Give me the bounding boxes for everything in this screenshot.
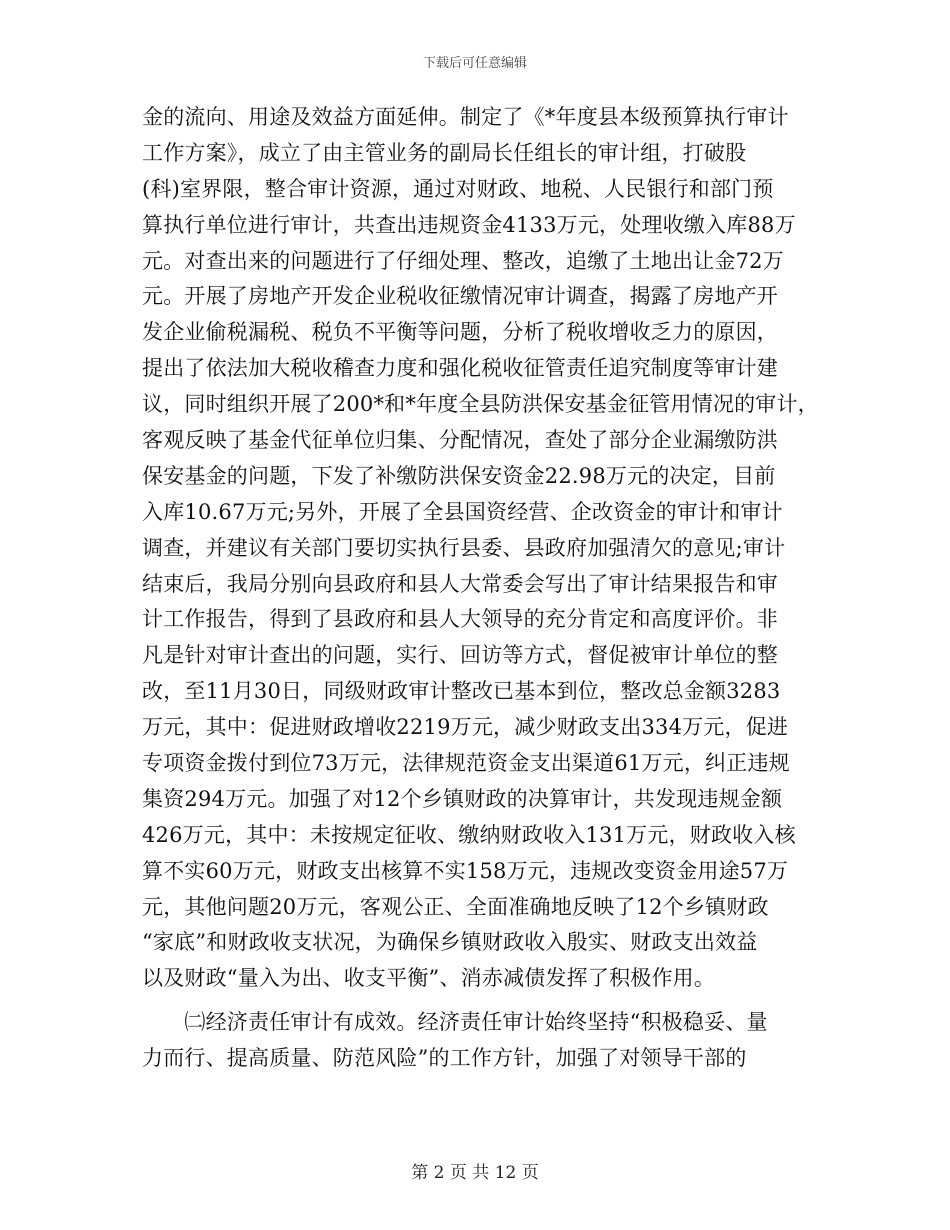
text-line: 发企业偷税漏税、税负不平衡等问题，分析了税收增收乏力的原因， — [142, 320, 778, 345]
text-line: 算执行单位进行审计，共查出违规资金4133万元，处理收缴入库88万 — [142, 212, 796, 237]
text-line: 元。开展了房地产开发企业税收征缴情况审计调查，揭露了房地产开 — [142, 284, 778, 309]
page-header: 下载后可任意编辑 — [422, 56, 527, 71]
text-line: 计工作报告，得到了县政府和县人大领导的充分肯定和高度评价。非 — [142, 607, 778, 632]
text-line: 结束后，我局分别向县政府和县人大常委会写出了审计结果报告和审 — [142, 571, 778, 596]
text-line: 元。对查出来的问题进行了仔细处理、整改，追缴了土地出让金72万 — [142, 248, 784, 273]
text-line: 金的流向、用途及效益方面延伸。制定了《*年度县本级预算执行审计 — [142, 105, 789, 129]
text-line: 力而行、提高质量、防范风险”的工作方针，加强了对领导干部的 — [142, 1046, 747, 1071]
paragraph-spacing — [142, 997, 822, 1005]
page-number: 第 2 页 共 12 页 — [411, 1163, 539, 1183]
paragraph-1 — [142, 100, 822, 997]
text-line: 保安基金的问题，下发了补缴防洪保安资金22.98万元的决定，目前 — [142, 463, 776, 488]
text-line: 调查，并建议有关部门要切实执行县委、县政府加强清欠的意见;审计 — [142, 535, 786, 560]
text-line: 工作方案》，成立了由主管业务的副局长任组长的审计组，打破股 — [142, 140, 747, 165]
paragraph-2 — [142, 1005, 822, 1077]
text-line: 凡是针对审计查出的问题，实行、回访等方式，督促被审计单位的整 — [142, 643, 778, 668]
text-line: “家底”和财政收支状况，为确保乡镇财政收入殷实、财政支出效益 — [142, 930, 758, 955]
text-line: 算不实60万元，财政支出核算不实158万元，违规改变资金用途57万 — [142, 858, 789, 883]
document-body — [142, 100, 822, 1077]
text-line: 元，其他问题20万元，客观公正、全面准确地反映了12个乡镇财政 — [142, 894, 769, 919]
text-line: 426万元，其中：未按规定征收、缴纳财政收入131万元，财政收入核 — [142, 822, 796, 847]
text-line: 改，至11月30日，同级财政审计整改已基本到位，整改总金额3283 — [142, 679, 781, 704]
text-line: 专项资金拨付到位73万元，法律规范资金支出渠道61万元，纠正违规 — [142, 751, 790, 776]
text-line: ㈡经济责任审计有成效。经济责任审计始终坚持“积极稳妥、量 — [142, 1010, 768, 1035]
text-line: 议，同时组织开展了200*和*年度全县防洪保安基金征管用情况的审计， — [142, 392, 819, 417]
text-line: 以及财政“量入为出、收支平衡”、消赤减债发挥了积极作用。 — [142, 966, 716, 991]
text-line: (科)室界限，整合审计资源，通过对财政、地税、人民银行和部门预 — [142, 176, 774, 201]
text-line: 万元，其中：促进财政增收2219万元，减少财政支出334万元，促进 — [142, 715, 789, 740]
text-line: 提出了依法加大税收稽查力度和强化税收征管责任追究制度等审计建 — [142, 356, 778, 381]
text-line: 入库10.67万元;另外，开展了全县国资经营、企改资金的审计和审计 — [142, 499, 783, 524]
text-line: 集资294万元。加强了对12个乡镇财政的决算审计，共发现违规金额 — [142, 786, 783, 811]
text-line: 客观反映了基金代征单位归集、分配情况，查处了部分企业漏缴防洪 — [142, 428, 778, 453]
